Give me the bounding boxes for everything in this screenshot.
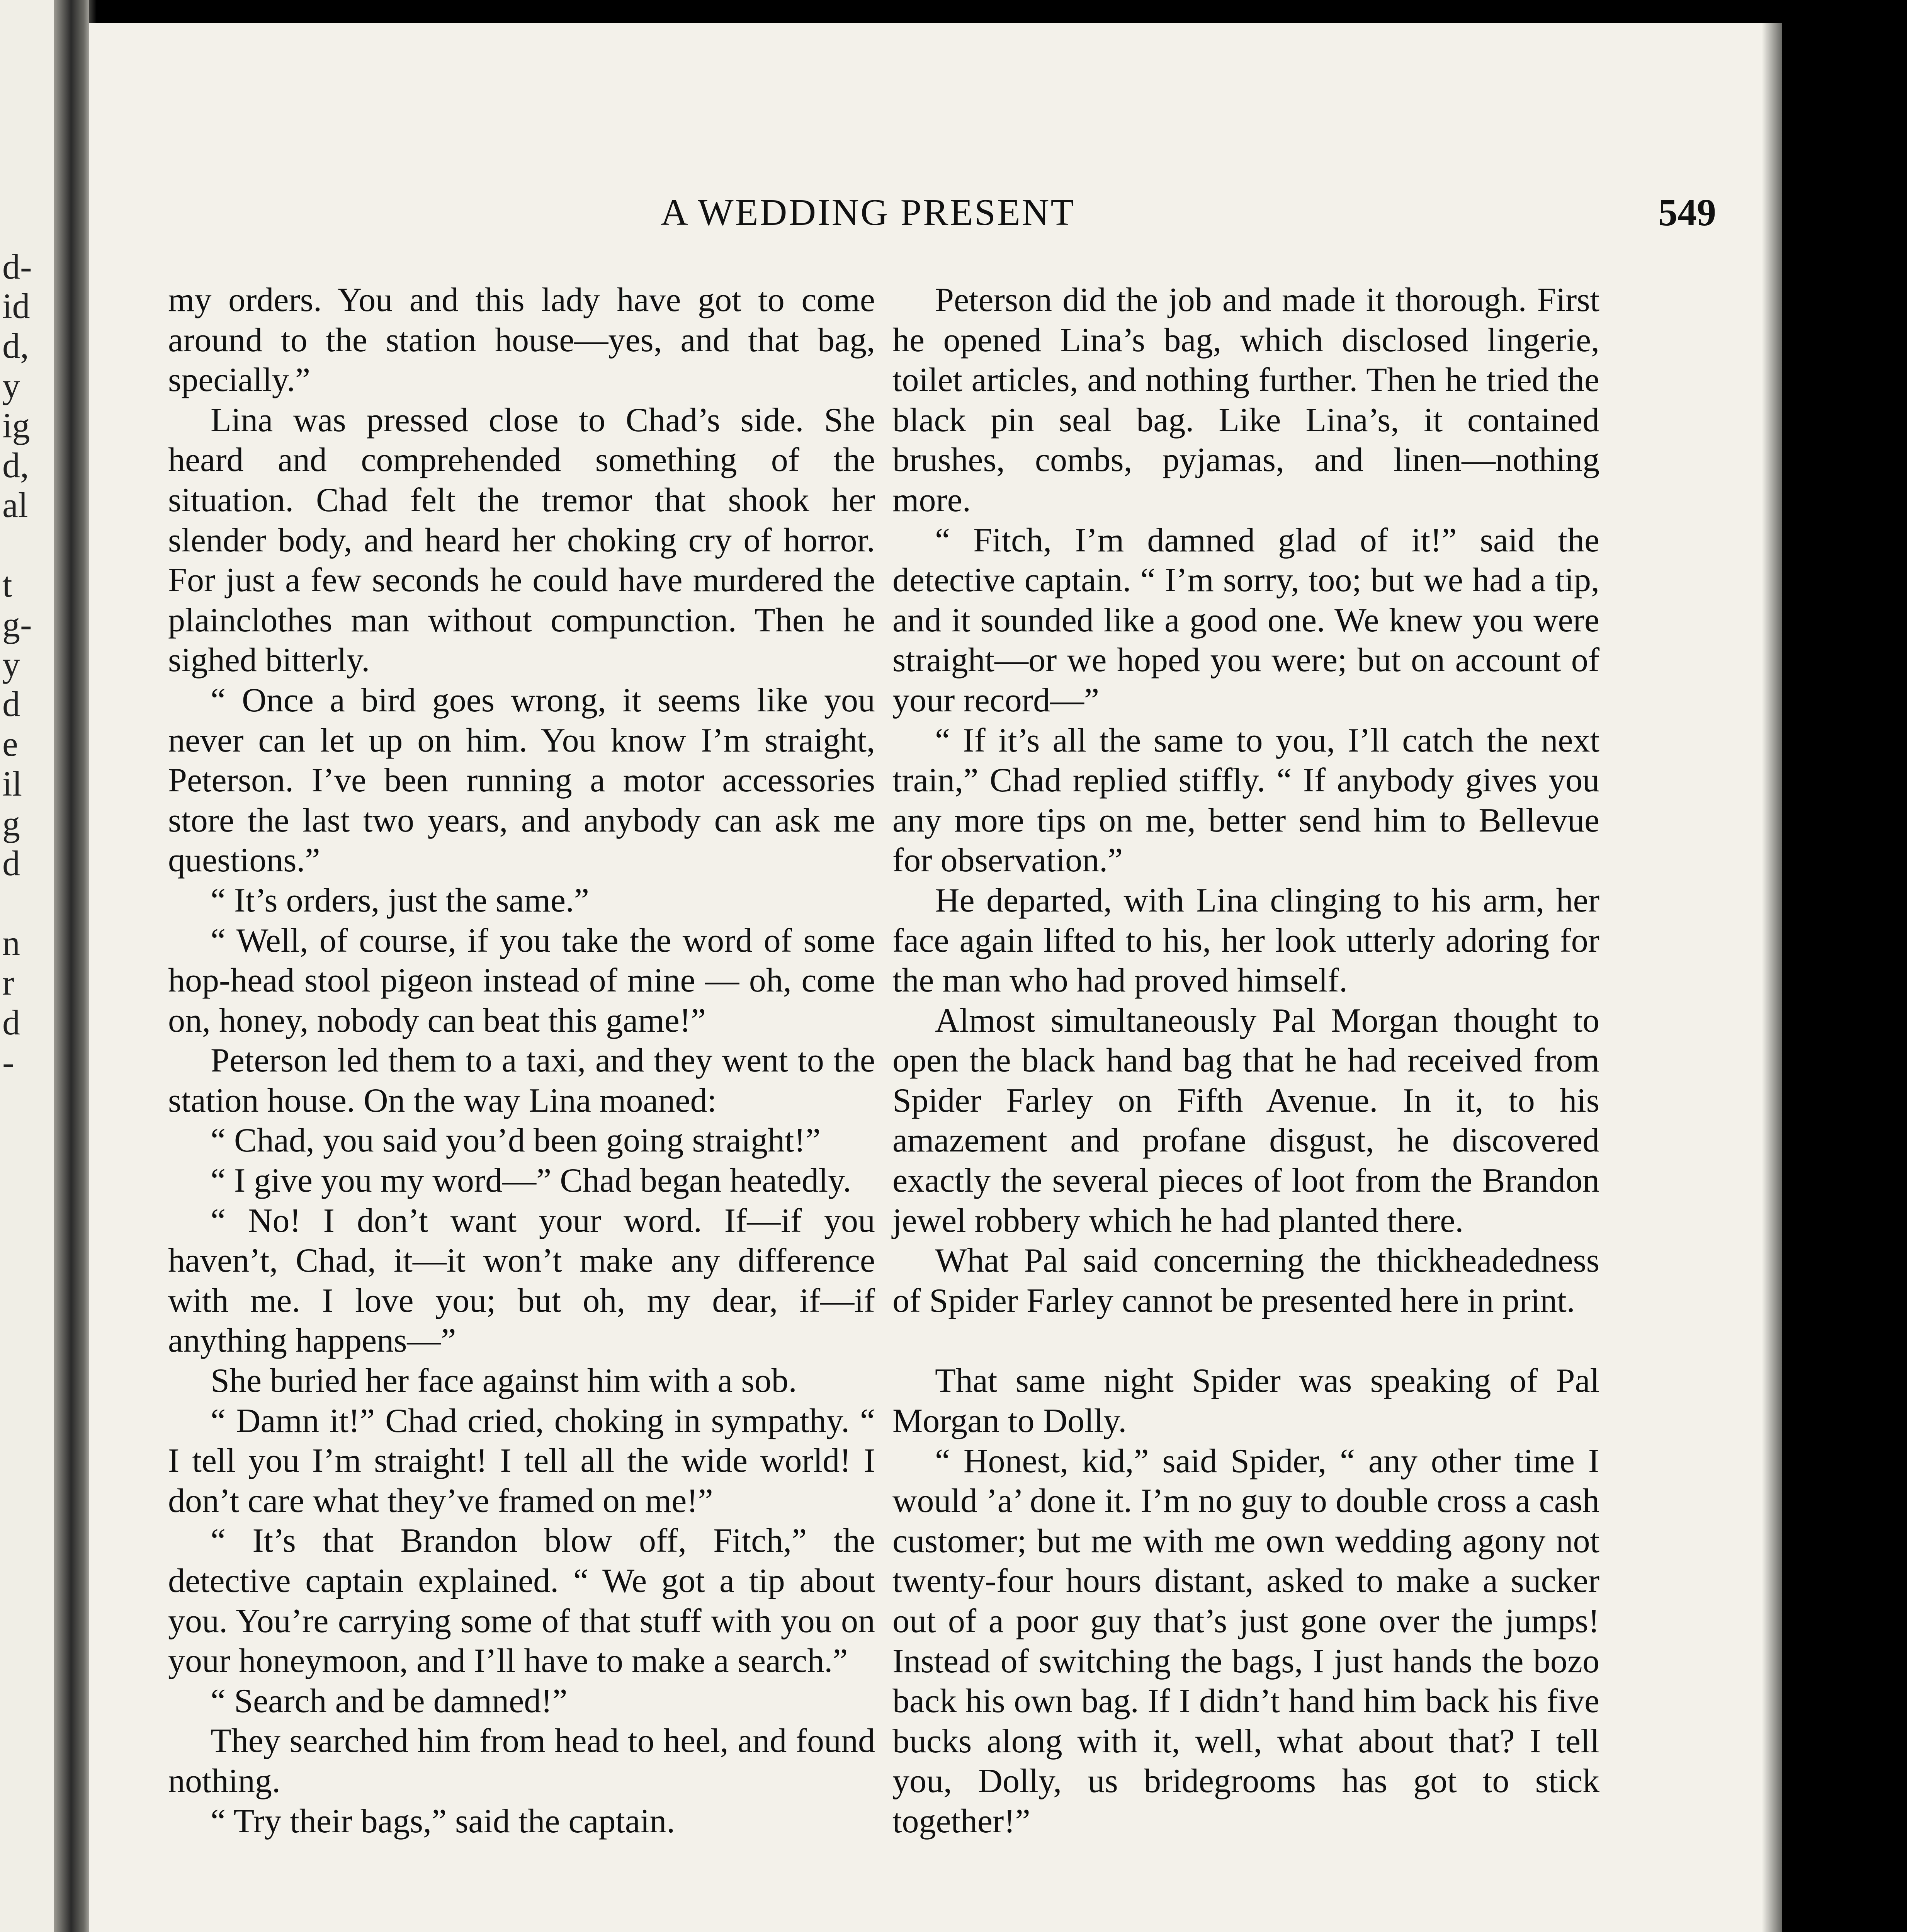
paragraph: “ It’s that Brandon blow off, Fitch,” the detective captain explained. “ We got a tip about you. You’re carrying some of that stuff with you on your honeymoon, and I’ll have to make a search.” (168, 1522, 875, 1680)
paragraph: “ Fitch, I’m damned glad of it!” said the detective captain. “ I’m sorry, too; but we had a tip, and it sounded like a good one. We knew you were straight—or we hoped you were; but on account of your record—” (892, 521, 1599, 719)
paragraph: “ Damn it!” Chad cried, choking in sympathy. “ I tell you I’m straight! I tell all the wide world! I don’t care what they’ve framed on me!” (168, 1402, 875, 1520)
fragment-line: y (2, 366, 20, 405)
fragment-line: n (2, 923, 20, 963)
left-column (168, 280, 875, 1841)
fragment-line: - (2, 1043, 14, 1082)
fragment-line: il (2, 764, 22, 803)
book-page (89, 23, 1782, 1932)
paragraph: “ No! I don’t want your word. If—if you haven’t, Chad, it—it won’t make any difference with me. I love you; but oh, my dear, if—if anything happens—” (168, 1202, 875, 1360)
fragment-line: d, (2, 326, 29, 366)
paragraph: Almost simultaneously Pal Morgan thought to open the black hand bag that he had received from Spider Farley on Fifth Avenue. In it, to his amazement and profane disgust, he discovered exactly the several pieces of loot from the Brandon jewel robbery which he had planted there. (892, 1002, 1599, 1240)
paragraph: They searched him from head to heel, and found nothing. (168, 1722, 875, 1800)
paragraph: “ Try their bags,” said the captain. (211, 1802, 675, 1840)
fragment-line: d, (2, 446, 29, 485)
running-head (89, 189, 1782, 236)
paragraph: She buried her face against him with a sob. (211, 1362, 797, 1400)
paragraph: “ I give you my word—” Chad began heatedly. (211, 1162, 852, 1200)
paragraph: “ If it’s all the same to you, I’ll catch the next train,” Chad replied stiffly. “ If anybody gives you any more tips on me, better send him to Bellevue for observation.” (892, 721, 1599, 879)
fragment-line: d (2, 844, 20, 883)
fragment-line: t (2, 565, 12, 604)
paragraph: “ Well, of course, if you take the word of some hop-head stool pigeon instead of mine — oh, come on, honey, nobody can beat this game!” (168, 922, 875, 1039)
right-column (892, 280, 1599, 1842)
page-edge-shadow (1762, 23, 1782, 1932)
paragraph: What Pal said concerning the thickheadedness of Spider Farley cannot be presented here in print. (892, 1242, 1599, 1320)
fragment-line: g- (2, 605, 32, 644)
fragment-line: d (2, 1003, 20, 1042)
fragment-line: al (2, 485, 28, 525)
paragraph: “ It’s orders, just the same.” (211, 881, 589, 919)
paragraph: “ Search and be damned!” (211, 1682, 568, 1720)
fragment-line: y (2, 645, 20, 684)
paragraph: “ Once a bird goes wrong, it seems like you never can let up on him. You know I’m straight, Peterson. I’ve been running a motor accessories store the last two years, and anybody can ask me questions.” (168, 681, 875, 879)
running-title: A WEDDING PRESENT (661, 192, 1076, 233)
paragraph: “ Chad, you said you’d been going straight!” (211, 1122, 821, 1160)
paragraph: “ Honest, kid,” said Spider, “ any other time I would ’a’ done it. I’m no guy to double cross a cash customer; but me with me own wedding agony not twenty-four hours distant, asked to make a sucker out of a poor guy that’s just gone over the jumps! Instead of switching the bags, I just hands the bozo back his own bag. If I didn’t hand him back his five bucks along with it, well, what about that? I tell you, Dolly, us bridegrooms has got to stick together!” (892, 1442, 1599, 1840)
fragment-line: d- (2, 247, 32, 286)
fragment-line: ig (2, 406, 30, 445)
paragraph: He departed, with Lina clinging to his arm, her face again lifted to his, her look utterly adoring for the man who had proved himself. (892, 881, 1599, 1000)
paragraph: Peterson did the job and made it thorough. First he opened Lina’s bag, which disclosed lingerie, toilet articles, and nothing further. Then he tried the black pin seal bag. Like Lina’s, it contained brushes, combs, pyjamas, and linen—nothing more. (892, 281, 1599, 519)
paragraph: my orders. You and this lady have got to come around to the station house—yes, and that bag, specially.” (168, 281, 875, 399)
fragment-line: e (2, 724, 18, 764)
fragment-line: r (2, 963, 14, 1002)
page-number: 549 (1658, 191, 1716, 234)
fragment-line: g (2, 804, 20, 843)
fragment-line: id (2, 286, 30, 326)
paragraph: Peterson led them to a taxi, and they went to the station house. On the way Lina moaned: (168, 1042, 875, 1119)
paragraph: That same night Spider was speaking of Pal Morgan to Dolly. (892, 1362, 1599, 1440)
paragraph: Lina was pressed close to Chad’s side. She heard and comprehended something of the situation. Chad felt the tremor that shook her slender body, and heard her choking cry of horror. For just a few seconds he could have murdered the plainclothes man without compunction. Then he sighed bitterly. (168, 401, 875, 679)
fragment-line: d (2, 684, 20, 724)
